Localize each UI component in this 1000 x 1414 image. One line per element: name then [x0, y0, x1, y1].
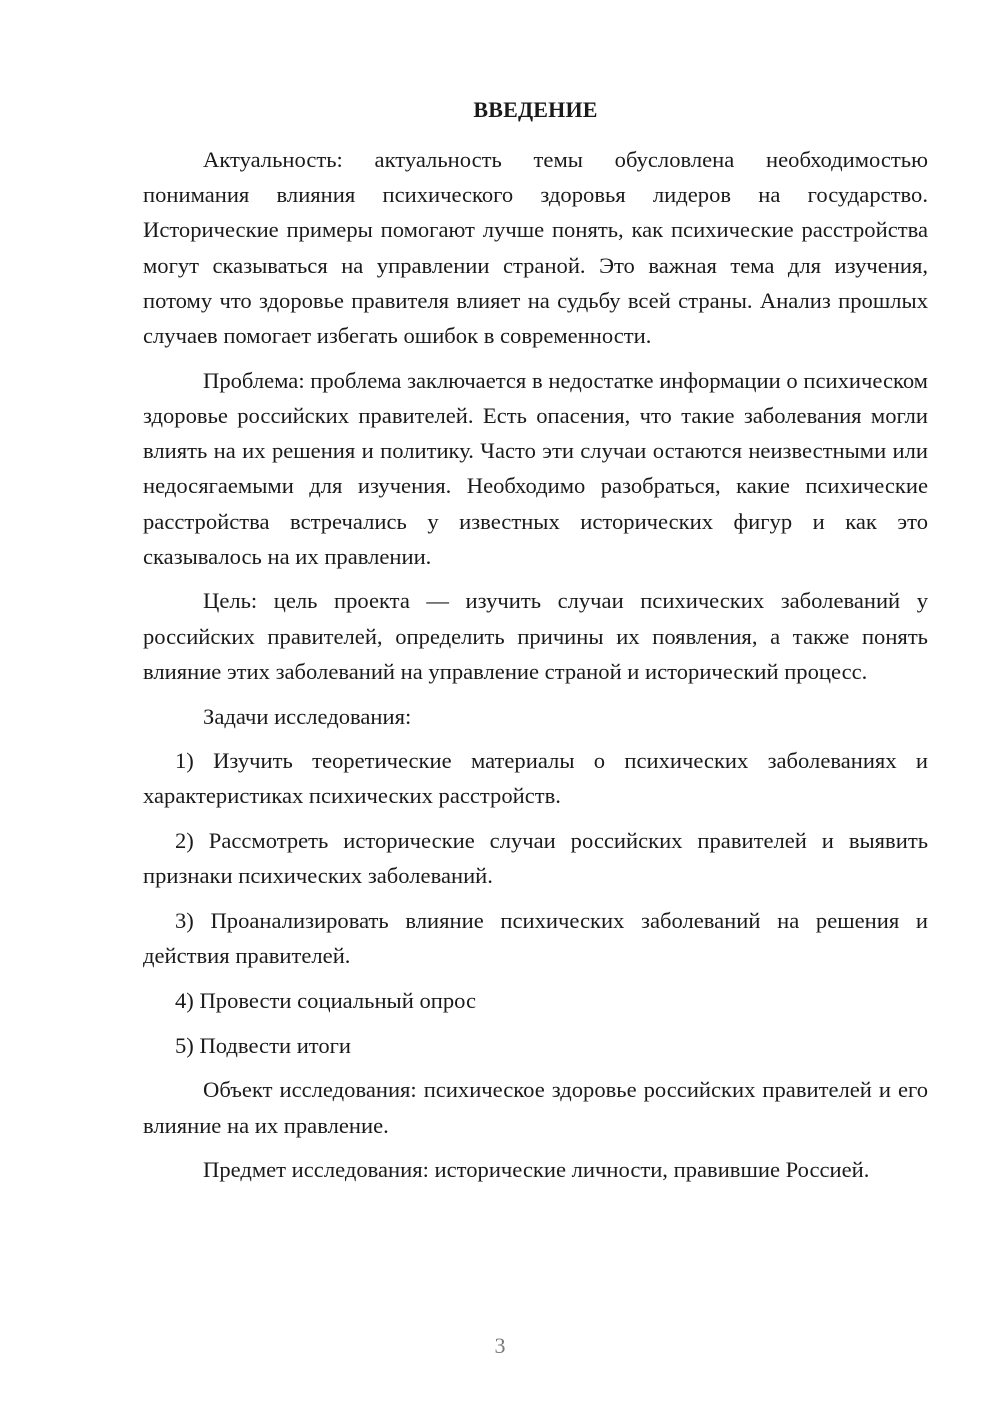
task-item-4: 4) Провести социальный опрос — [175, 987, 477, 1013]
page-number: 3 — [494, 1333, 506, 1358]
task-item-2: 2) Рассмотреть исторические случаи российских правителей и выявить признаки психических заболеваний. — [143, 828, 928, 889]
task-item-5: 5) Подвести итоги — [175, 1032, 352, 1058]
paragraph-tasks-heading: Задачи исследования: — [203, 703, 412, 729]
paragraph-problem: Проблема: проблема заключается в недостатке информации о психическом здоровье российских правителей. Есть опасения, что такие заболевания могли влиять на их решения и политику. Часто эти случаи остаются неизвестными или недосягаемыми для изучения. Необходимо разобраться, какие психические расстройства встречались у известных исторических фигур и как это сказывалось на их правлении. — [143, 367, 928, 569]
document-body — [143, 92, 928, 1197]
task-item-1: 1) Изучить теоретические материалы о психических заболеваниях и характеристиках психических расстройств. — [143, 748, 928, 809]
section-title: ВВЕДЕНИЕ — [473, 97, 598, 122]
paragraph-relevance: Актуальность: актуальность темы обусловлена необходимостью понимания влияния психического здоровья лидеров на государство. Исторические примеры помогают лучше понять, как психические расстройства могут сказываться на управлении страной. Это важная тема для изучения, потому что здоровье правителя влияет на судьбу всей страны. Анализ прошлых случаев помогает избегать ошибок в современности. — [143, 147, 928, 349]
paragraph-goal: Цель: цель проекта — изучить случаи психических заболеваний у российских правителей, определить причины их появления, а также понять влияние этих заболеваний на управление страной и исторический процесс. — [143, 588, 928, 684]
paragraph-object: Объект исследования: психическое здоровье российских правителей и его влияние на их правление. — [143, 1077, 928, 1138]
task-item-3: 3) Проанализировать влияние психических заболеваний на решения и действия правителей. — [143, 908, 928, 969]
paragraph-subject: Предмет исследования: исторические личности, правившие Россией. — [203, 1157, 870, 1183]
